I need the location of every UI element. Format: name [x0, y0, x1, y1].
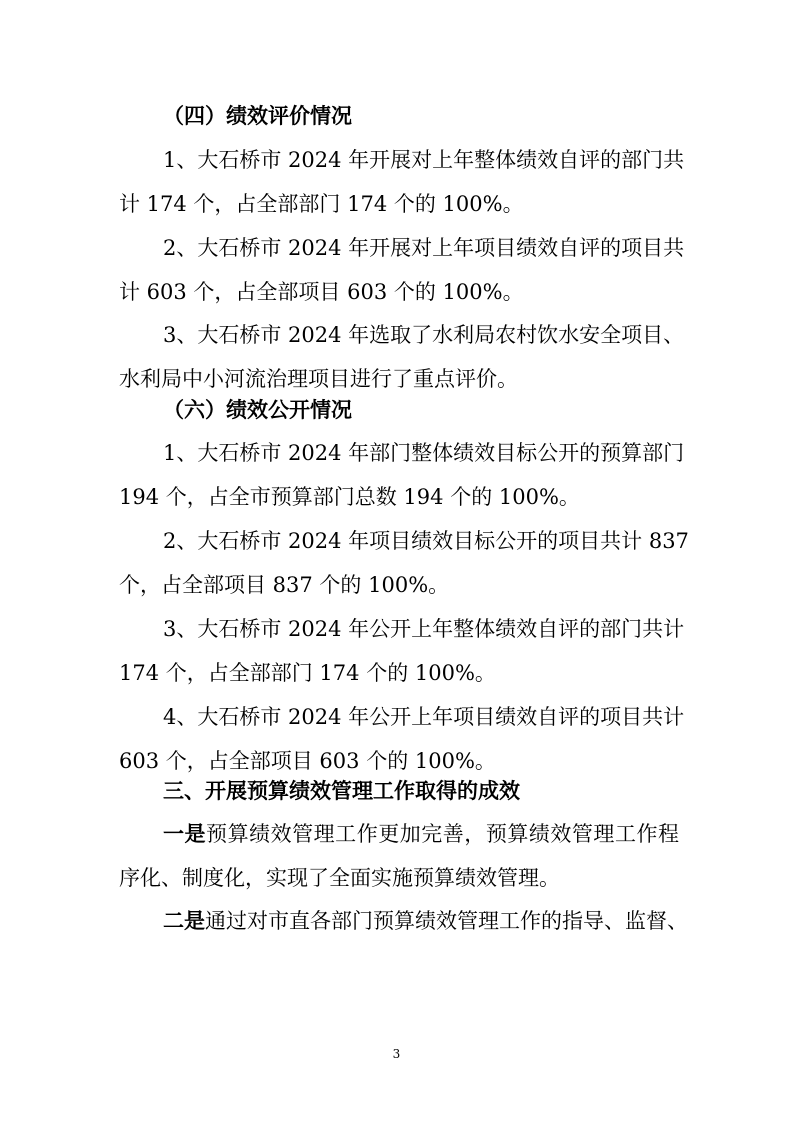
second-line1-text: 通过对市直各部门预算绩效管理工作的指导、监督、: [205, 909, 688, 933]
section-six-p2-line1: 2、大石桥市 2024 年项目绩效目标公开的项目共计 837: [163, 529, 689, 553]
page-number: 3: [392, 1047, 401, 1061]
section-four-p3-line1: 3、大石桥市 2024 年选取了水利局农村饮水安全项目、: [163, 323, 685, 347]
section-six-p4-line1: 4、大石桥市 2024 年公开上年项目绩效自评的项目共计: [163, 705, 685, 729]
section-six-p1-line2: 194 个，占全市预算部门总数 194 个的 100%。: [119, 485, 580, 509]
section-three-heading: 三、开展预算绩效管理工作取得的成效: [163, 778, 520, 803]
section-four-p3-line2: 水利局中小河流治理项目进行了重点评价。: [119, 367, 518, 391]
first-lead: 一是: [163, 821, 207, 846]
second-lead: 二是: [163, 908, 205, 933]
section-six-heading: （六）绩效公开情况: [163, 397, 352, 422]
section-four-p2-line2: 计 603 个，占全部项目 603 个的 100%。: [119, 280, 524, 304]
section-three-second-line1: [163, 908, 688, 933]
section-six-p3-line2: 174 个，占全部部门 174 个的 100%。: [119, 661, 496, 685]
first-line1-text: 预算绩效管理工作更加完善，预算绩效管理工作程: [206, 822, 680, 846]
section-four-p1-line1: 1、大石桥市 2024 年开展对上年整体绩效自评的部门共: [163, 148, 685, 172]
section-three-first-line1: [163, 822, 679, 846]
section-six-p3-line1: 3、大石桥市 2024 年公开上年整体绩效自评的部门共计: [163, 617, 685, 641]
section-six-p1-line1: 1、大石桥市 2024 年部门整体绩效目标公开的预算部门: [163, 441, 685, 465]
section-three-first-line2: 序化、制度化，实现了全面实施预算绩效管理。: [119, 866, 560, 890]
section-four-heading: （四）绩效评价情况: [163, 103, 352, 128]
section-four-p1-line2: 计 174 个，占全部部门 174 个的 100%。: [119, 192, 524, 216]
section-four-p2-line1: 2、大石桥市 2024 年开展对上年项目绩效自评的项目共: [163, 236, 685, 260]
section-six-p4-line2: 603 个，占全部项目 603 个的 100%。: [119, 749, 496, 773]
section-six-p2-line2: 个，占全部项目 837 个的 100%。: [119, 573, 450, 597]
